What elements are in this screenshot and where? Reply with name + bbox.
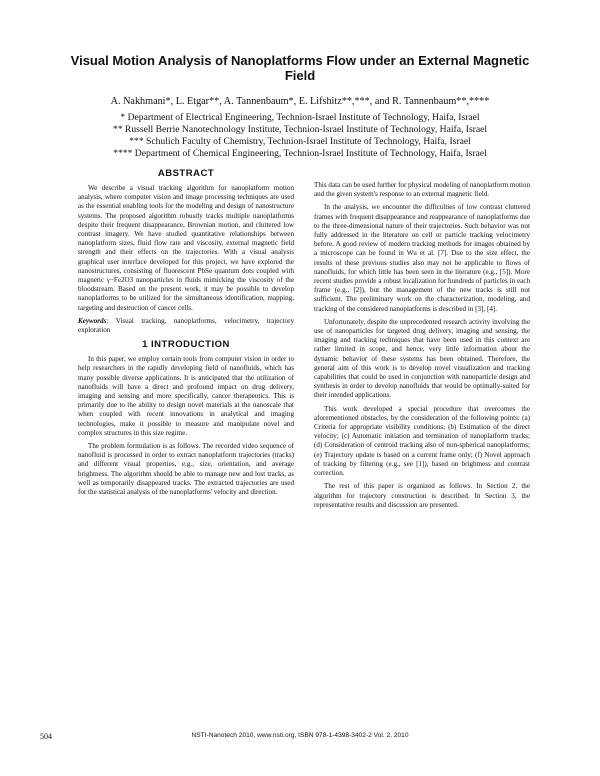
paragraph: The rest of this paper is organized as follows. In Section 2, the algorithm for trajectory construction is described. In Section 3, the representative results and discussion are presented. <box>314 482 530 509</box>
author-list: A. Nakhmani*, L. Etgar**, A. Tannenbaum*, E. Lifshitz**,***, and R. Tannenbaum**,**** <box>110 96 490 107</box>
affiliation-line: ** Russell Berrie Nanotechnology Institute, Technion-Israel Institute of Technology, Haifa, Israel <box>112 124 488 135</box>
right-column <box>314 181 530 514</box>
abstract-heading: ABSTRACT <box>157 168 215 179</box>
keywords-label: Keywords <box>78 316 107 325</box>
keywords-text: : Visual tracking, nanoplatforms, velocimetry, trajectory exploration <box>78 316 294 335</box>
left-column <box>78 168 294 501</box>
paragraph: Unfortunately, despite the unprecedented research activity involving the use of nanoparticles for targeted drug delivery, imaging and sensing, the imaging and tracking techniques that have been used in this context are rather limited in scope, and hence, very little information about the dynamic behavior of these systems has been obtained. Therefore, the general aim of this work is to develop novel visualization and tracking capabilities that could be used in conjunction with nanoparticle design and synthesis in order to develop nanofluids that would be optimally-suited for their intended applications. <box>314 317 530 400</box>
page-number: 504 <box>40 732 52 741</box>
affiliation-line: *** Schulich Faculty of Chemistry, Technion-Israel Institute of Technology, Haifa, Israel <box>129 136 471 147</box>
abstract-text: We describe a visual tracking algorithm for nanoplatform motion analysis, where computer vision and image processing techniques are used as the essential enabling tools for the modeling and design of nanostructure systems. The proposed algorithm robustly tracks multiple nanoplatforms despite their frequent disappearance, Brownian motion, and cluttered low contrast imagery. We have studied quantitative relationships between nanoplatform sizes, fluid flow rate and viscosity, external magnetic field strength and their effects on the trajectories. With a visual analysis graphical user interface developed for this project, we have explored the nanostructures, consisting of fluorescent PbSe quantum dots coupled with magnetic γ−Fe2O3 nanoparticles in fluids mimicking the viscosity of the bloodstream. Based on the present work, it may be possible to develop nanoplatforms to be utilized for the simultaneous identification, mapping, targeting and destruction of cancer cells. <box>78 184 294 312</box>
paragraph: In this paper, we employ certain tools from computer vision in order to help researchers in the rapidly developing field of nanofluids, which has many possible diverse applications. It is anticipated that the utilization of nanofluids will have a direct and profound impact on drug delivery, imaging and sensing and more specifically, cancer therapeutics. This is primarily due to the ability to design novel materials at the nanoscale that when coupled with recent innovations in analytical and imaging technologies, make it possible to measure and manipulate novel and complex structures in this size regime. <box>78 355 294 437</box>
keywords <box>78 317 294 335</box>
introduction-heading: 1 INTRODUCTION <box>142 339 230 351</box>
paragraph: The problem formulation is as follows. The recorded video sequence of nanofluid is processed in order to extract nanoplatform trajectories (tracks) and different visual properties, e.g., size, orientation, and average brightness. The algorithm should be able to manage new and lost tracks, as well as temporarily disappeared tracks. The extracted trajectories are used for the statistical analysis of the nanoplatforms' velocity and direction. <box>78 442 294 497</box>
paragraph: This data can be used further for physical modeling of nanoplatform motion and the given system's response to an external magnetic field. <box>314 181 530 199</box>
footer-citation: NSTI-Nanotech 2010, www.nsti.org, ISBN 978-1-4398-3402-2 Vol. 2, 2010 <box>191 732 409 739</box>
affiliation-line: * Department of Electrical Engineering, Technion-Israel Institute of Technology, Haifa, Israel <box>120 112 480 123</box>
affiliations <box>40 112 560 160</box>
paragraph: In the analysis, we encounter the difficulties of low contrast cluttered frames with frequent disappearance and reappearance of nanoplatforms due to the three-dimensional nature of their trajectories. Such behavior was not fully addressed in the literature on cell or particle tracking velocimetry before. A good review of modern tracking methods for images obtained by a microscope can be found in Wu et al. [7]. Due to the size effect, the results of these previous studies also may not be applicable to flows of nanofluids, for which little has been seen in the literature (e.g., [5]). More recent studies provide a robust localization for hundreds of particles in each frame (e.g., [2]), but the management of the new tracks is still not sufficient. The preliminary work on the characterization, modeling, and tracking of the considered nanoplatforms is described in [3], [4]. <box>314 203 530 313</box>
paragraph: This work developed a special procedure that overcomes the aforementioned obstacles, by the consideration of the following points: (a) Criteria for appropriate visibility conditions; (b) Estimation of the direct velocity; (c) Automatic initiation and termination of nanoplatform tracks; (d) Consideration of centroid tracking also of non-spherical nanoplatforms; (e) Trajectory update is based on a current frame only; (f) Novel approach of tracking by filtering (e.g., see [1]), based on brightness and contrast correction. <box>314 404 530 478</box>
affiliation-line: **** Department of Chemical Engineering, Technion-Israel Institute of Technology, Haifa, Israel <box>113 148 487 159</box>
paper-title: Visual Motion Analysis of Nanoplatforms Flow under an External Magnetic Field <box>70 53 530 83</box>
